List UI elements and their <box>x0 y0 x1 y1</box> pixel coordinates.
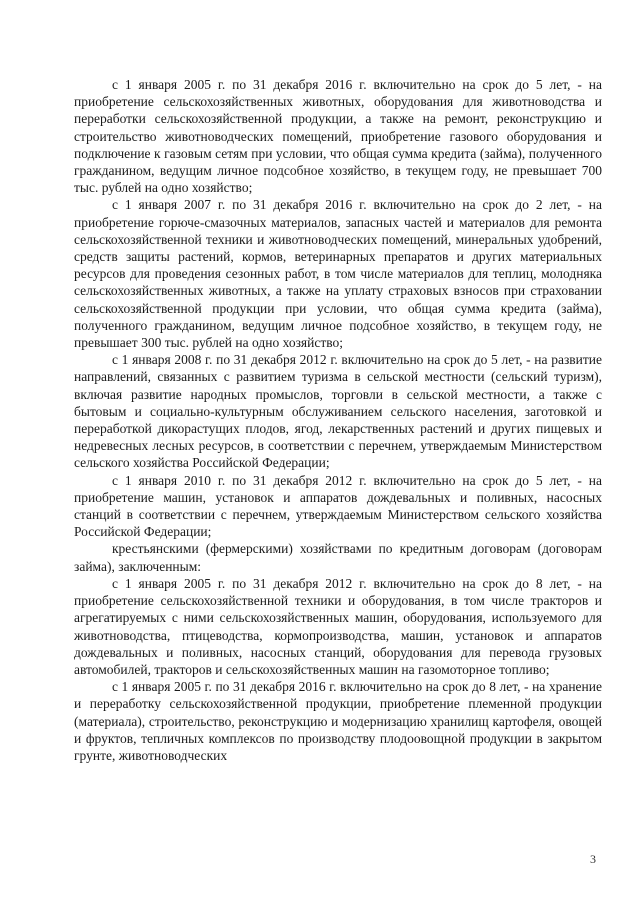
paragraph-6: с 1 января 2005 г. по 31 декабря 2012 г. включительно на срок до 8 лет, - на приобретение сельскохозяйственной техники и оборудования, в том числе тракторов и агрегатируемых с ними сельскохозяйственных машин, оборудования, используемого для животноводства, птицеводства, кормопроизводства, машин, установок и аппаратов дождевальных и поливных, насосных станций, оборудования для перевода грузовых автомобилей, тракторов и сельскохозяйственных машин на газомоторное топливо; <box>74 575 602 677</box>
paragraph-1: с 1 января 2005 г. по 31 декабря 2016 г. включительно на срок до 5 лет, - на приобретение сельскохозяйственных животных, оборудования для животноводства и переработки сельскохозяйственной продукции, а также на ремонт, реконструкцию и строительство животноводческих помещений, приобретение газового оборудования и подключение к газовым сетям при условии, что общая сумма кредита (займа), полученного гражданином, ведущим личное подсобное хозяйство, в текущем году, не превышает 700 тыс. рублей на одно хозяйство; <box>74 77 602 196</box>
paragraph-3: с 1 января 2008 г. по 31 декабря 2012 г. включительно на срок до 5 лет, - на развитие направлений, связанных с развитием туризма в сельской местности (сельский туризм), включая развитие народных промыслов, торговли в сельской местности, а также с бытовым и социально-культурным обслуживанием сельского населения, заготовкой и переработкой дикорастущих плодов, ягод, лекарственных растений и других пищевых и недревесных лесных ресурсов, в соответствии с перечнем, утверждаемым Министерством сельского хозяйства Российской Федерации; <box>74 352 602 471</box>
paragraph-2: с 1 января 2007 г. по 31 декабря 2016 г. включительно на срок до 2 лет, - на приобретение горюче-смазочных материалов, запасных частей и материалов для ремонта сельскохозяйственной техники и животноводческих помещений, минеральных удобрений, средств защиты растений, кормов, ветеринарных препаратов и других материальных ресурсов для проведения сезонных работ, в том числе материалов для теплиц, молодняка сельскохозяйственных животных, а также на уплату страховых взносов при страховании сельскохозяйственной продукции при условии, что общая сумма кредита (займа), полученного гражданином, ведущим личное подсобное хозяйство, в текущем году, не превышает 300 тыс. рублей на одно хозяйство; <box>74 197 602 351</box>
page-number: 3 <box>590 852 596 866</box>
paragraph-5: крестьянскими (фермерскими) хозяйствами по кредитным договорам (договорам займа), заключенным: <box>74 541 602 574</box>
paragraph-7: с 1 января 2005 г. по 31 декабря 2016 г. включительно на срок до 8 лет, - на хранение и переработку сельскохозяйственной продукции, приобретение племенной продукции (материала), строительство, реконструкцию и модернизацию хранилищ картофеля, овощей и фруктов, тепличных комплексов по производству плодоовощной продукции в закрытом грунте, животноводческих <box>74 679 602 763</box>
paragraph-4: с 1 января 2010 г. по 31 декабря 2012 г. включительно на срок до 5 лет, - на приобретение машин, установок и аппаратов дождевальных и поливных, насосных станций в соответствии с перечнем, утверждаемым Министерством сельского хозяйства Российской Федерации; <box>74 472 602 540</box>
body-text <box>74 76 602 764</box>
